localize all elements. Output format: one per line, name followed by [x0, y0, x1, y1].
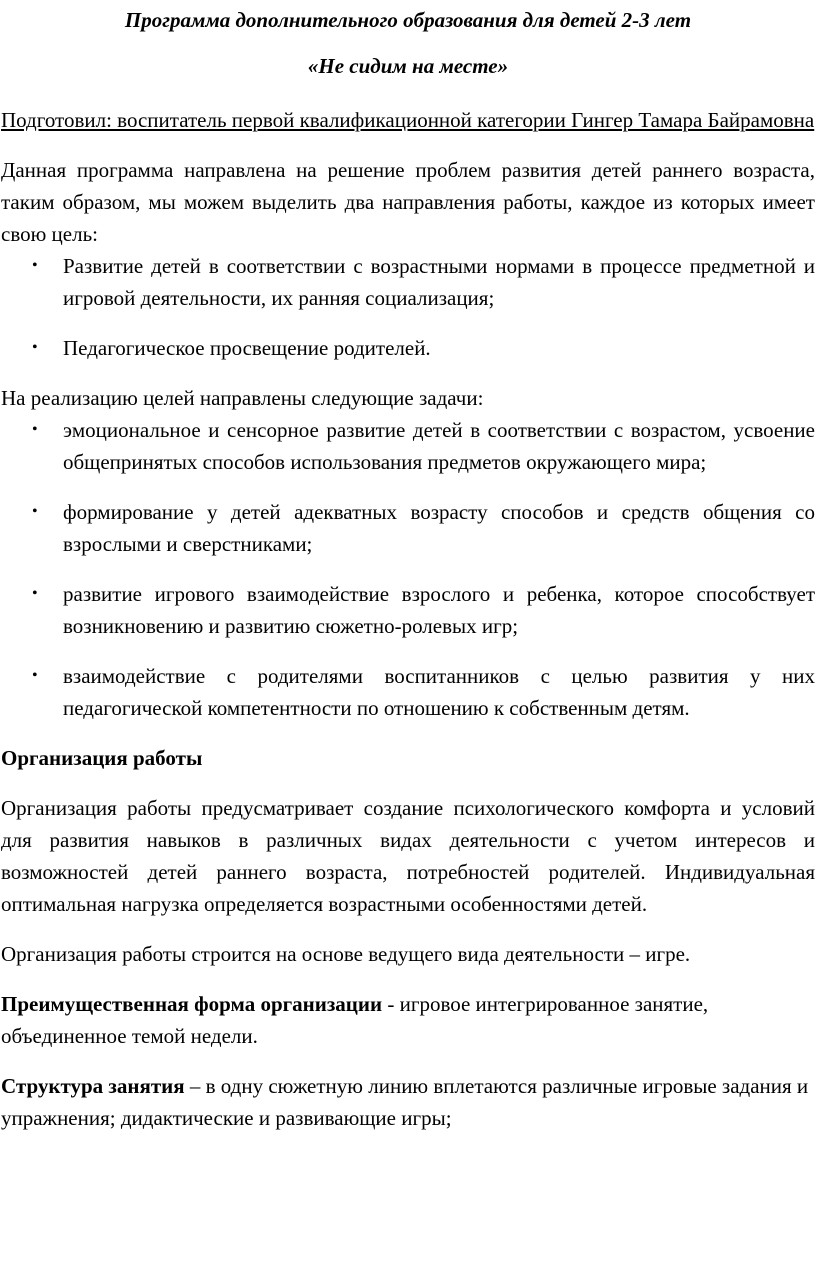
program-name: «Не сидим на месте»	[307, 54, 509, 78]
tasks-intro: На реализацию целей направлены следующие задачи:	[1, 386, 484, 410]
intro-paragraph: Данная программа направлена на решение проблем развития детей раннего возраста, таким образом, мы можем выделить два направления работы, каждое из которых имеет свою цель:	[1, 158, 815, 246]
bullet-icon: •	[32, 503, 38, 520]
section-heading: Организация работы	[1, 746, 203, 770]
author-line: Подготовил: воспитатель первой квалификационной категории Гингер Тамара Байрамовна	[1, 108, 815, 132]
bullet-icon: •	[32, 667, 38, 684]
bullet-icon: •	[32, 421, 38, 438]
goal-text: Развитие детей в соответствии с возрастными нормами в процессе предметной и игровой деятельности, их ранняя социализация;	[63, 254, 815, 310]
task-text: развитие игрового взаимодействие взрослого и ребенка, которое способствует возникновению и развитию сюжетно-ролевых игр;	[63, 582, 815, 638]
list-item	[1, 332, 815, 364]
task-text: формирование у детей адекватных возрасту способов и средств общения со взрослыми и сверстниками;	[63, 500, 815, 556]
form-label: Преимущественная форма организации	[1, 992, 383, 1016]
list-item	[1, 660, 815, 724]
form-text: - игровое интегрированное занятие, объединенное темой недели.	[1, 992, 709, 1048]
organization-basis-paragraph: Организация работы строится на основе ведущего вида деятельности – игре.	[1, 942, 691, 966]
structure-text: – в одну сюжетную линию вплетаются различные игровые задания и упражнения; дидактические и развивающие игры;	[1, 1074, 809, 1130]
bullet-icon: •	[32, 339, 38, 356]
list-item	[1, 578, 815, 642]
list-item	[1, 250, 815, 314]
tasks-list	[1, 414, 815, 724]
bullet-icon: •	[32, 257, 38, 274]
list-item	[1, 414, 815, 478]
structure-label: Структура занятия	[1, 1074, 185, 1098]
structure-paragraph	[1, 1070, 815, 1134]
goal-text: Педагогическое просвещение родителей.	[63, 336, 431, 360]
list-item	[1, 496, 815, 560]
goals-list	[1, 250, 815, 364]
bullet-icon: •	[32, 585, 38, 602]
task-text: взаимодействие с родителями воспитанников с целью развития у них педагогической компетентности по отношению к собственным детям.	[63, 664, 815, 720]
form-paragraph	[1, 988, 815, 1052]
organization-paragraph: Организация работы предусматривает создание психологического комфорта и условий для развития навыков в различных видах деятельности с учетом интересов и возможностей детей раннего возраста, потребностей родителей. Индивидуальная оптимальная нагрузка определяется возрастными особенностями детей.	[1, 796, 815, 916]
document-title: Программа дополнительного образования для детей 2-3 лет	[124, 8, 692, 32]
task-text: эмоциональное и сенсорное развитие детей в соответствии с возрастом, усвоение общепринятых способов использования предметов окружающего мира;	[63, 418, 815, 474]
